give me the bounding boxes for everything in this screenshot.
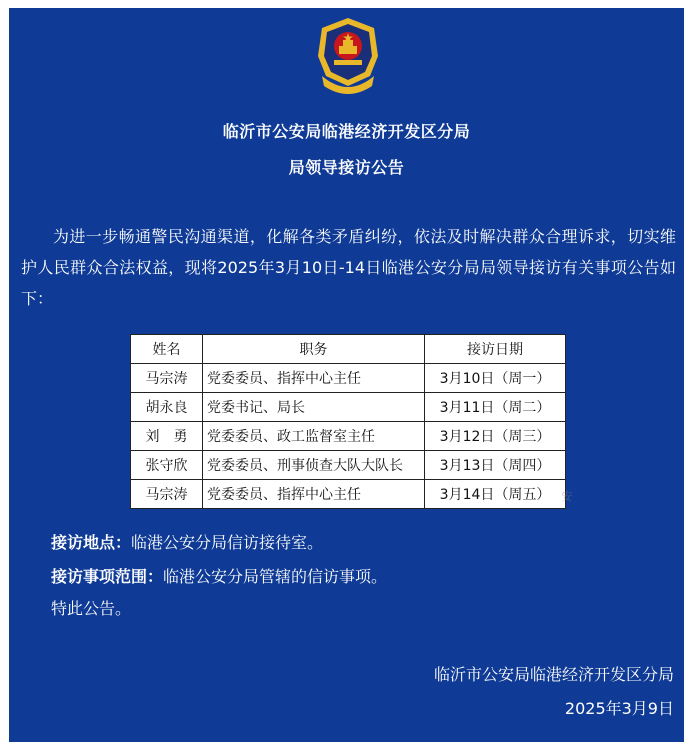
table-row <box>131 393 566 422</box>
cell-date: 3月10日（周一） <box>425 364 566 393</box>
signature-org: 临沂市公安局临港经济开发区分局 <box>433 665 674 684</box>
scope-value: 临港公安分局管辖的信访事项。 <box>163 567 388 586</box>
notice-subtitle: 局领导接访公告 <box>288 158 405 177</box>
table-row <box>131 422 566 451</box>
table-row <box>131 480 566 509</box>
cell-date: 3月11日（周二） <box>425 393 566 422</box>
notice-title: 临沂市公安局临港经济开发区分局 <box>222 122 471 141</box>
table-header-row <box>131 335 566 364</box>
cell-position: 党委委员、指挥中心主任 <box>202 364 424 393</box>
cell-position: 党委委员、指挥中心主任 <box>202 480 424 509</box>
cell-name: 胡永良 <box>131 393 203 422</box>
cell-position: 党委委员、刑事侦查大队大队长 <box>202 451 424 480</box>
date-with-watermark <box>439 484 573 504</box>
cell-date: 3月12日（周三） <box>425 422 566 451</box>
cell-name: 张守欣 <box>131 451 203 480</box>
header-position: 职务 <box>202 335 424 364</box>
table-row <box>131 364 566 393</box>
closing-line: 特此公告。 <box>51 599 132 618</box>
watermark-text: 安 <box>561 490 573 503</box>
scope-line <box>51 564 387 587</box>
intro-paragraph: 为进一步畅通警民沟通渠道，化解各类矛盾纠纷，依法及时解决群众合理诉求，切实维护人民群众合法权益，现将2025年3月10日-14日临港公安分局局领导接访有关事项公告如下： <box>21 227 676 308</box>
cell-date <box>425 480 573 509</box>
header-date: 接访日期 <box>425 335 566 364</box>
cell-name: 刘 勇 <box>131 422 203 451</box>
police-emblem-icon <box>312 16 384 96</box>
table-row <box>131 451 566 480</box>
cell-position: 党委书记、局长 <box>202 393 424 422</box>
header-name: 姓名 <box>131 335 203 364</box>
scope-label: 接访事项范围： <box>51 567 164 586</box>
cell-date-text: 3月14日（周五） <box>439 487 551 503</box>
location-label: 接访地点： <box>51 533 132 552</box>
cell-date: 3月13日（周四） <box>425 451 566 480</box>
location-line <box>51 530 323 553</box>
notice-panel <box>9 8 684 742</box>
cell-position: 党委委员、政工监督室主任 <box>202 422 424 451</box>
signature-date: 2025年3月9日 <box>564 699 674 718</box>
cell-name: 马宗涛 <box>131 364 203 393</box>
location-value: 临港公安分局信访接待室。 <box>131 533 324 552</box>
cell-name: 马宗涛 <box>131 480 203 509</box>
schedule-table <box>130 334 573 509</box>
